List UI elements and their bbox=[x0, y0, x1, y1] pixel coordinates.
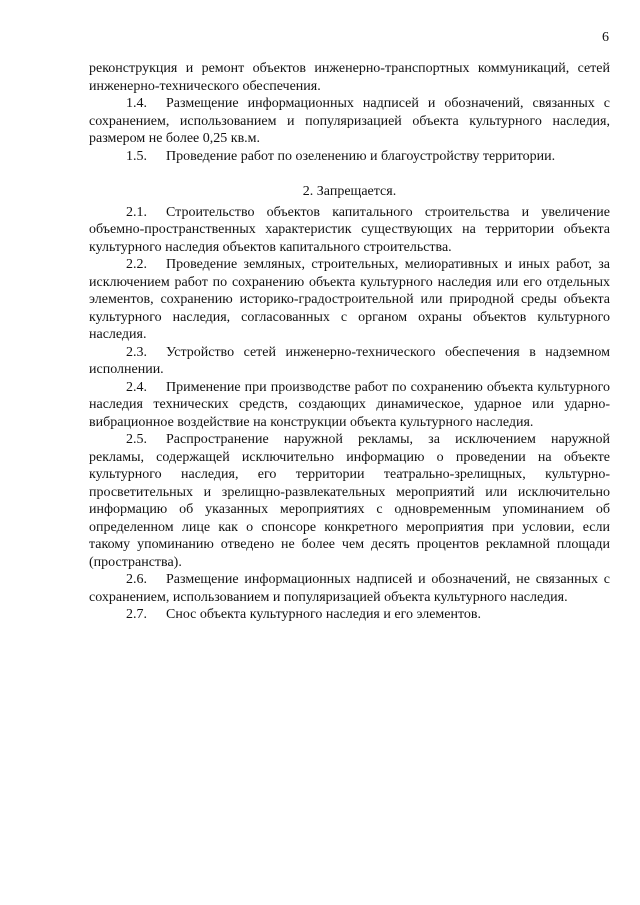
clause-text: Проведение земляных, строительных, мелиоративных и иных работ, за исключением работ по сохранению объекта культурного наследия или его отдельных элементов, сохранению историко-градостроительной или природной среды объекта культурного наследия, согласованных с органом охраны объектов культурного наследия. bbox=[89, 257, 610, 342]
clause-2-6 bbox=[89, 571, 610, 606]
clause-number: 2.1. bbox=[126, 204, 147, 220]
clause-text: Устройство сетей инженерно-технического обеспечения в надземном исполнении. bbox=[89, 344, 610, 377]
clause-2-3 bbox=[89, 344, 610, 379]
document-body bbox=[89, 60, 610, 624]
clause-2-2 bbox=[89, 256, 610, 344]
clause-number: 2.3. bbox=[126, 344, 147, 360]
section-2-heading: 2. Запрещается. bbox=[302, 184, 397, 199]
clause-1-4 bbox=[89, 95, 610, 148]
intro-paragraph: реконструкция и ремонт объектов инженерно-транспортных коммуникаций, сетей инженерно-технического обеспечения. bbox=[89, 61, 610, 94]
clause-number: 2.6. bbox=[126, 572, 147, 587]
clause-text: Размещение информационных надписей и обозначений, не связанных с сохранением, использованием и популяризацией объекта культурного наследия. bbox=[89, 572, 610, 605]
clause-number: 2.4. bbox=[126, 379, 147, 395]
clause-number: 2.5. bbox=[126, 432, 147, 447]
clause-text: Снос объекта культурного наследия и его элементов. bbox=[166, 607, 482, 622]
clause-2-7 bbox=[89, 606, 610, 624]
page-number: 6 bbox=[602, 30, 609, 45]
clause-text: Распространение наружной рекламы, за исключением наружной рекламы, содержащей исключительно информацию о проведении на объекте культурного наследия, его территории театрально-зрелищных, культурно-просветительных и зрелищно-развлекательных мероприятий или исключительно информацию об указанных мероприятиях с одновременным упоминанием об определенном лице как о спонсоре конкретного мероприятия при условии, если такому упоминанию отведено не более чем десять процентов рекламной площади (пространства). bbox=[89, 432, 610, 570]
clause-2-4 bbox=[89, 379, 610, 432]
clause-number: 1.5. bbox=[126, 148, 147, 164]
clause-number: 1.4. bbox=[126, 96, 147, 111]
clause-text: Применение при производстве работ по сохранению объекта культурного наследия технических средств, создающих динамическое, ударное или ударно-вибрационное воздействие на конструкции объекта культурного наследия. bbox=[89, 379, 610, 430]
clause-text: Размещение информационных надписей и обозначений, связанных с сохранением, использованием и популяризацией объекта культурного наследия, размером не более 0,25 кв.м. bbox=[89, 96, 610, 146]
clause-2-5 bbox=[89, 431, 610, 571]
clause-number: 2.7. bbox=[126, 607, 147, 622]
clause-text: Строительство объектов капитального строительства и увеличение объемно-пространственных характеристик существующих на территории объекта культурного наследия объектов капитального строительства. bbox=[89, 204, 610, 255]
clause-text: Проведение работ по озеленению и благоустройству территории. bbox=[166, 148, 556, 164]
clause-number: 2.2. bbox=[126, 257, 147, 272]
clause-1-5 bbox=[89, 148, 610, 166]
clause-2-1 bbox=[89, 204, 610, 257]
